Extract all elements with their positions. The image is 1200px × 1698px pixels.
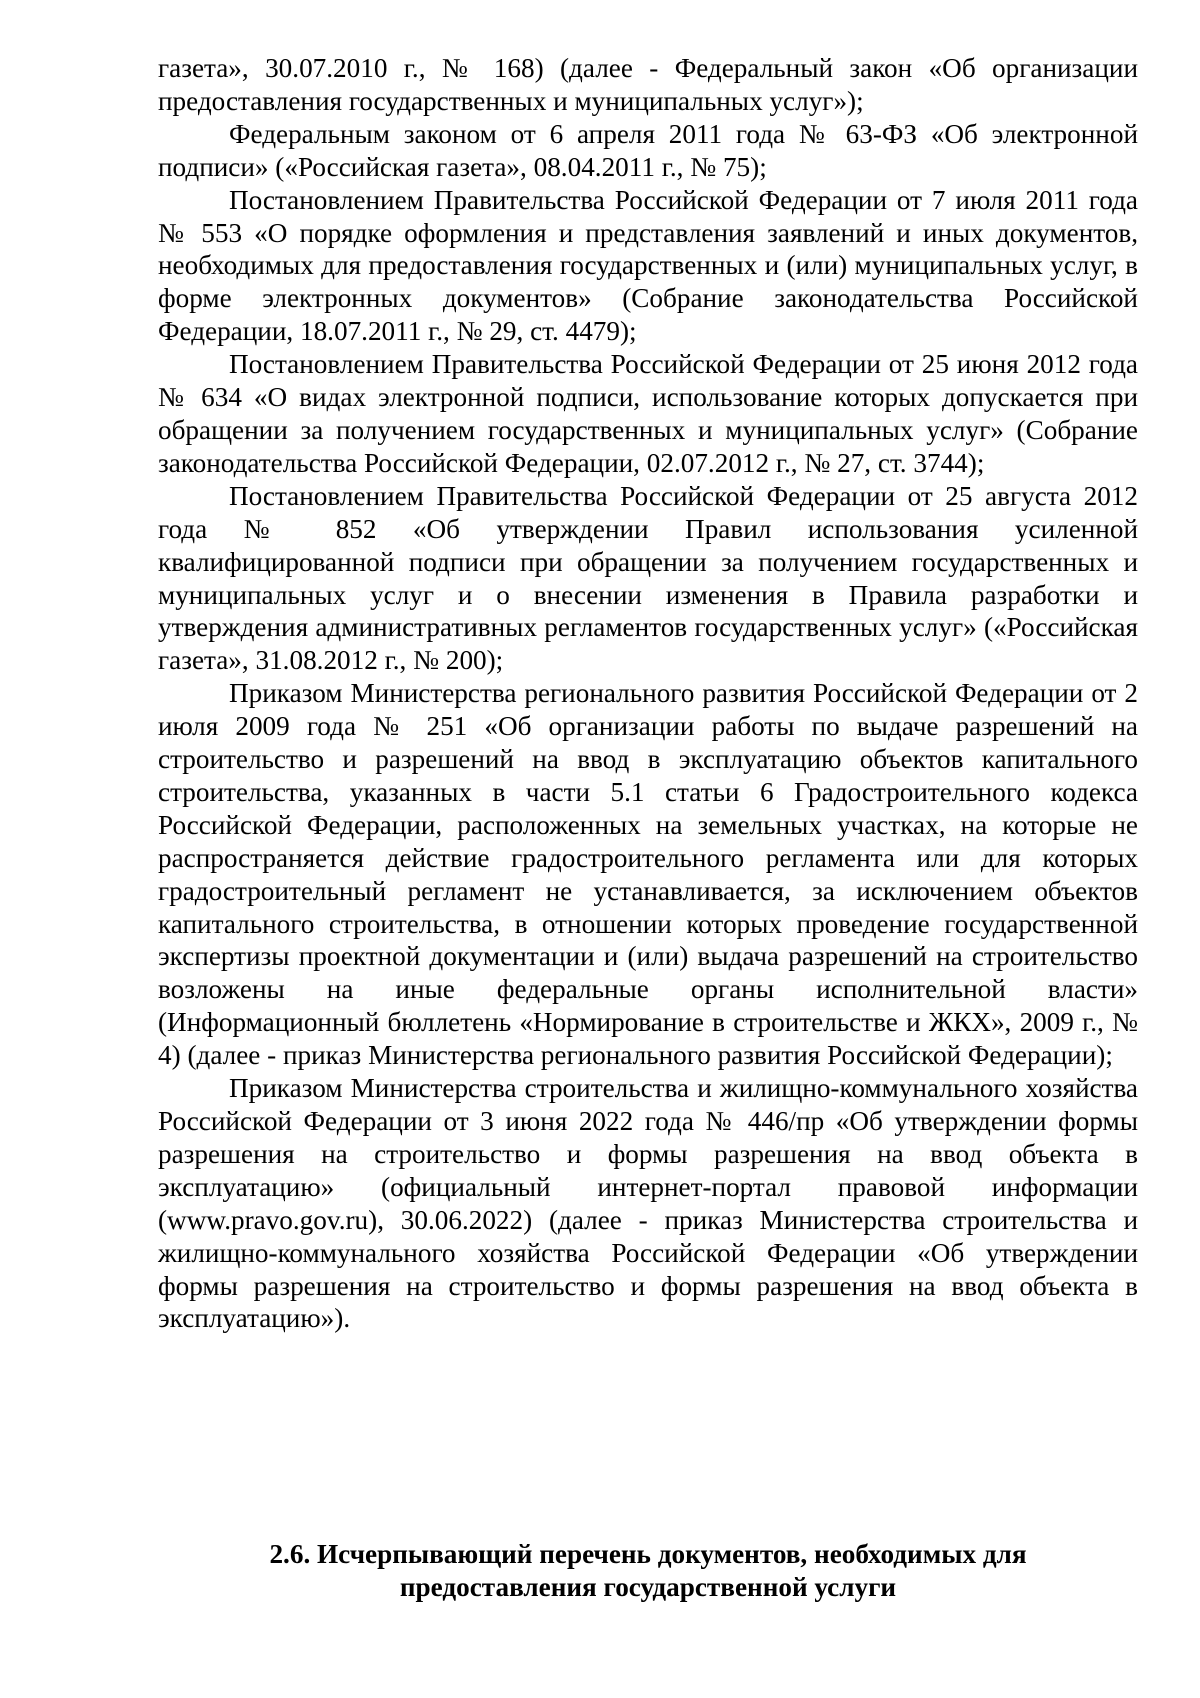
paragraph-prikaz-251: Приказом Министерства регионального развития Российской Федерации от 2 июля 2009 года № 251 «Об организации работы по выдаче разрешений на строительство и разрешений на ввод в эксплуатацию объектов капитального строительства, указанных в части 5.1 статьи 6 Градостроительного кодекса Российской Федерации, расположенных на земельных участках, на которые не распространяется действие градостроительного регламента или для которых градостроительный регламент не устанавливается, за исключением объектов капитального строительства, в отношении которых проведение государственной экспертизы проектной документации и (или) выдача разрешений на строительство возложены на иные федеральные органы исполнительной власти» (Информационный бюллетень «Нормирование в строительстве и ЖКХ», 2009 г., № 4) (далее - приказ Министерства регионального развития Российской Федерации); — [158, 678, 1138, 1071]
paragraph-postanovlenie-553: Постановлением Правительства Российской Федерации от 7 июля 2011 года № 553 «О порядке оформления и представления заявлений и иных документов, необходимых для предоставления государственных и (или) муниципальных услуг, в форме электронных документов» (Собрание законодательства Российской Федерации, 18.07.2011 г., № 29, ст. 4479); — [158, 184, 1138, 347]
document-body — [158, 52, 1138, 1335]
paragraph-postanovlenie-634: Постановлением Правительства Российской Федерации от 25 июня 2012 года № 634 «О видах электронной подписи, использование которых допускается при обращении за получением государственных и муниципальных услуг» (Собрание законодательства Российской Федерации, 02.07.2012 г., № 27, ст. 3744); — [158, 349, 1138, 478]
paragraph-postanovlenie-852: Постановлением Правительства Российской Федерации от 25 августа 2012 года № 852 «Об утверждении Правил использования усиленной квалифицированной подписи при обращении за получением государственных и муниципальных услуг и о внесении изменения в Правила разработки и утверждения административных регламентов государственных услуг» («Российская газета», 31.08.2012 г., № 200); — [158, 480, 1138, 676]
paragraph-prikaz-446: Приказом Министерства строительства и жилищно-коммунального хозяйства Российской Федерации от 3 июня 2022 года № 446/пр «Об утверждении формы разрешения на строительство и формы разрешения на ввод объекта в эксплуатацию» (официальный интернет-портал правовой информации (www.pravo.gov.ru), 30.06.2022) (далее - приказ Министерства строительства и жилищно-коммунального хозяйства Российской Федерации «Об утверждении формы разрешения на строительство и формы разрешения на ввод объекта в эксплуатацию»). — [158, 1073, 1138, 1334]
section-heading — [158, 1538, 1138, 1604]
section-heading-line2: предоставления государственной услуги — [399, 1572, 897, 1602]
section-heading-line1: 2.6. Исчерпывающий перечень документов, необходимых для — [269, 1539, 1027, 1569]
paragraph-fz-63: Федеральным законом от 6 апреля 2011 года № 63-ФЗ «Об электронной подписи» («Российская газета», 08.04.2011 г., № 75); — [158, 118, 1138, 182]
paragraph-gazeta-continued: газета», 30.07.2010 г., № 168) (далее - Федеральный закон «Об организации предоставления государственных и муниципальных услуг»); — [158, 53, 1138, 116]
